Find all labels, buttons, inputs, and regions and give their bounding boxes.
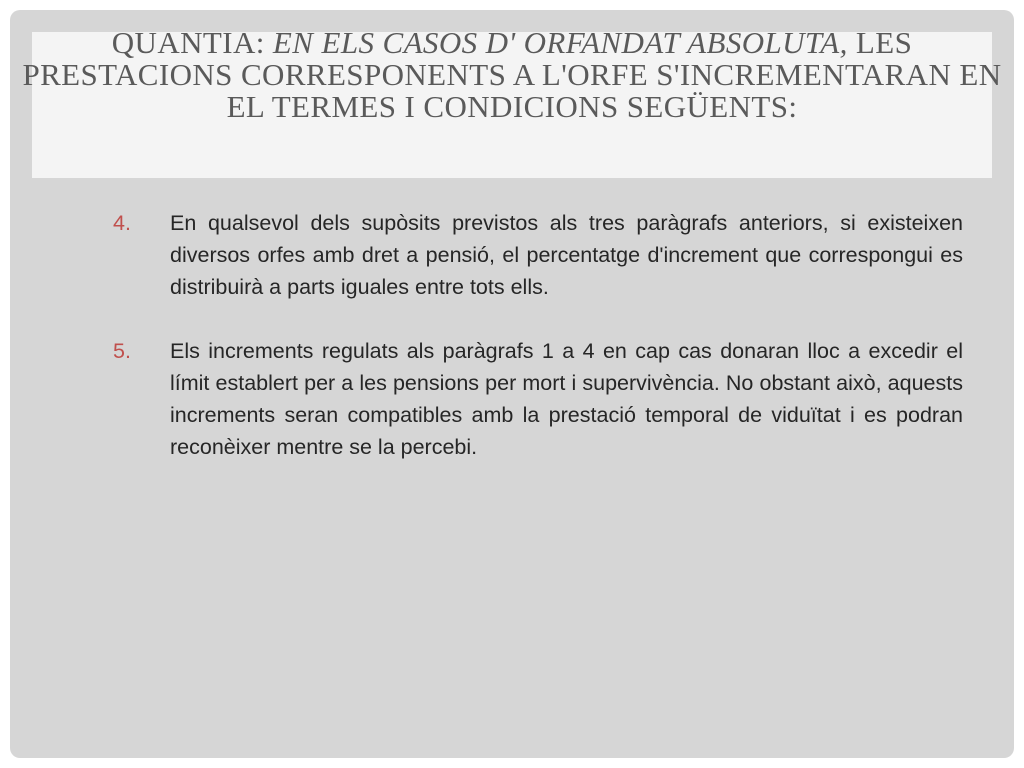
list-item (113, 335, 963, 463)
title-italic: EN ELS CASOS D' ORFANDAT ABSOLUTA, (272, 25, 848, 60)
title-lead: QUANTIA: (111, 25, 273, 60)
slide-title (20, 27, 1004, 123)
list-item-text: Els increments regulats als paràgrafs 1 a 4 en cap cas donaran lloc a excedir el límit establert per a les pensions per mort i supervivència. No obstant això, aquests increments seran compatibles amb la prestació temporal de viduïtat i es podran reconèixer mentre se la percebi. (170, 339, 963, 459)
list-item-number: 5. (113, 339, 131, 363)
list-item-text: En qualsevol dels supòsits previstos als tres paràgrafs anteriors, si existeixen diversos orfes amb dret a pensió, el percentatge d'increment que correspongui es distribuirà a parts iguales entre tots ells. (170, 211, 963, 299)
list-item-number: 4. (113, 211, 131, 235)
title-rest: LES PRESTACIONS CORRESPONENTS A L'ORFE S'INCREMENTARAN EN EL TERMES I CONDICIONS SEGÜENTS: (22, 25, 1002, 124)
slide (10, 10, 1014, 758)
list-item (113, 207, 963, 303)
numbered-list (113, 207, 963, 495)
